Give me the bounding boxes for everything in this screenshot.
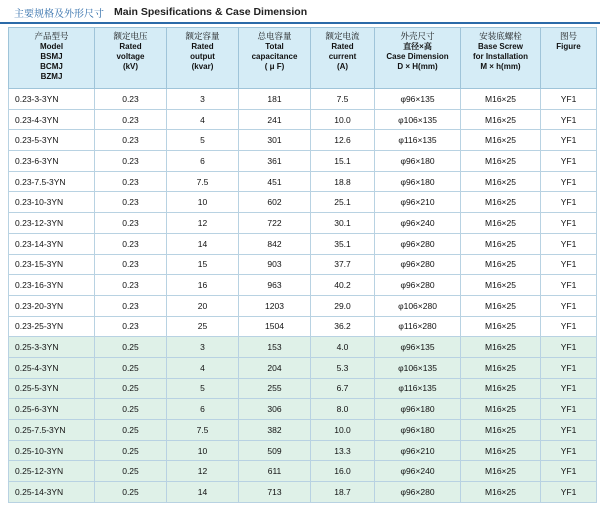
cell-total-capacitance: 611: [239, 461, 311, 482]
column-header-line: output: [190, 52, 215, 61]
cell-total-capacitance: 842: [239, 233, 311, 254]
cell-figure: YF1: [541, 461, 597, 482]
cell-case-dimension: φ116×135: [375, 130, 461, 151]
cell-figure: YF1: [541, 482, 597, 503]
cell-total-capacitance: 153: [239, 337, 311, 358]
cell-rated-voltage: 0.23: [95, 89, 167, 110]
cell-case-dimension: φ106×135: [375, 109, 461, 130]
cell-rated-current: 15.1: [311, 151, 375, 172]
cell-total-capacitance: 509: [239, 440, 311, 461]
cell-rated-output: 10: [167, 440, 239, 461]
cell-rated-voltage: 0.23: [95, 130, 167, 151]
column-header-line: M × h(mm): [480, 62, 521, 71]
cell-model: 0.23-6-3YN: [9, 151, 95, 172]
cell-rated-current: 8.0: [311, 399, 375, 420]
specifications-table: [8, 27, 597, 503]
cell-base-screw: M16×25: [461, 440, 541, 461]
cell-rated-current: 6.7: [311, 378, 375, 399]
cell-total-capacitance: 1203: [239, 295, 311, 316]
column-header-line: Rated: [119, 42, 142, 51]
column-header-cn: 安装底螺栓: [479, 32, 522, 42]
column-header-cn: 图号: [559, 32, 577, 42]
cell-rated-voltage: 0.23: [95, 109, 167, 130]
cell-figure: YF1: [541, 295, 597, 316]
table-row: [9, 440, 597, 461]
column-header-cn: 产品型号: [34, 32, 69, 42]
cell-rated-current: 36.2: [311, 316, 375, 337]
cell-rated-output: 14: [167, 233, 239, 254]
column-header-cn: 外壳尺寸: [400, 32, 435, 42]
column-header-cn: 总电容量: [257, 32, 292, 42]
cell-rated-voltage: 0.23: [95, 171, 167, 192]
column-header-cn: 额定容量: [185, 32, 220, 42]
column-header-line: Rated: [191, 42, 214, 51]
column-header-line: capacitance: [251, 52, 298, 61]
cell-figure: YF1: [541, 254, 597, 275]
cell-rated-current: 30.1: [311, 213, 375, 234]
cell-figure: YF1: [541, 399, 597, 420]
cell-rated-current: 18.7: [311, 482, 375, 503]
cell-rated-voltage: 0.25: [95, 337, 167, 358]
cell-model: 0.23-15-3YN: [9, 254, 95, 275]
table-row: [9, 192, 597, 213]
cell-rated-output: 3: [167, 337, 239, 358]
cell-base-screw: M16×25: [461, 254, 541, 275]
table-row: [9, 357, 597, 378]
cell-figure: YF1: [541, 378, 597, 399]
cell-rated-voltage: 0.25: [95, 420, 167, 441]
cell-case-dimension: φ96×135: [375, 337, 461, 358]
cell-figure: YF1: [541, 440, 597, 461]
table-row: [9, 89, 597, 110]
cell-base-screw: M16×25: [461, 233, 541, 254]
column-header-line: Base Screw: [478, 42, 523, 51]
column-header-rated-voltage: [95, 28, 167, 89]
cell-figure: YF1: [541, 109, 597, 130]
column-header-line: (kV): [122, 62, 139, 71]
cell-total-capacitance: 382: [239, 420, 311, 441]
cell-rated-output: 12: [167, 461, 239, 482]
column-header-line: D × H(mm): [397, 62, 438, 71]
cell-base-screw: M16×25: [461, 130, 541, 151]
cell-base-screw: M16×25: [461, 357, 541, 378]
cell-model: 0.23-12-3YN: [9, 213, 95, 234]
cell-case-dimension: φ96×280: [375, 254, 461, 275]
table-row: [9, 420, 597, 441]
cell-rated-current: 16.0: [311, 461, 375, 482]
column-header-model: [9, 28, 95, 89]
cell-base-screw: M16×25: [461, 151, 541, 172]
cell-figure: YF1: [541, 171, 597, 192]
cell-base-screw: M16×25: [461, 337, 541, 358]
column-header-base-screw: [461, 28, 541, 89]
cell-total-capacitance: 241: [239, 109, 311, 130]
cell-case-dimension: φ96×180: [375, 399, 461, 420]
cell-rated-voltage: 0.23: [95, 316, 167, 337]
cell-figure: YF1: [541, 213, 597, 234]
cell-rated-output: 7.5: [167, 171, 239, 192]
cell-case-dimension: φ96×135: [375, 89, 461, 110]
cell-figure: YF1: [541, 233, 597, 254]
column-header-figure: [541, 28, 597, 89]
title-divider: [0, 22, 600, 24]
page-title-cn: 主要规格及外形尺寸: [14, 8, 104, 20]
cell-figure: YF1: [541, 130, 597, 151]
cell-model: 0.25-4-3YN: [9, 357, 95, 378]
cell-case-dimension: φ96×280: [375, 275, 461, 296]
column-header-line: voltage: [116, 52, 145, 61]
cell-total-capacitance: 255: [239, 378, 311, 399]
cell-rated-current: 10.0: [311, 109, 375, 130]
cell-total-capacitance: 963: [239, 275, 311, 296]
column-header-rated-current: [311, 28, 375, 89]
cell-total-capacitance: 722: [239, 213, 311, 234]
cell-model: 0.23-25-3YN: [9, 316, 95, 337]
cell-base-screw: M16×25: [461, 171, 541, 192]
cell-total-capacitance: 204: [239, 357, 311, 378]
cell-rated-output: 20: [167, 295, 239, 316]
table-row: [9, 295, 597, 316]
cell-base-screw: M16×25: [461, 213, 541, 234]
column-header-cn: 额定电流: [325, 32, 360, 42]
column-header-line: BCMJ: [40, 62, 63, 71]
cell-rated-current: 35.1: [311, 233, 375, 254]
cell-case-dimension: φ116×135: [375, 378, 461, 399]
cell-base-screw: M16×25: [461, 399, 541, 420]
cell-figure: YF1: [541, 89, 597, 110]
table-row: [9, 378, 597, 399]
cell-base-screw: M16×25: [461, 420, 541, 441]
column-header-line: current: [328, 52, 357, 61]
cell-rated-voltage: 0.23: [95, 151, 167, 172]
table-row: [9, 233, 597, 254]
column-header-total-capacitance: [239, 28, 311, 89]
table-row: [9, 337, 597, 358]
column-header-line: BZMJ: [40, 72, 63, 81]
cell-rated-output: 7.5: [167, 420, 239, 441]
column-header-line: BSMJ: [40, 52, 63, 61]
cell-case-dimension: φ96×210: [375, 440, 461, 461]
cell-total-capacitance: 713: [239, 482, 311, 503]
column-header-line: ( μ F): [264, 62, 285, 71]
cell-rated-output: 12: [167, 213, 239, 234]
cell-case-dimension: φ116×280: [375, 316, 461, 337]
cell-total-capacitance: 1504: [239, 316, 311, 337]
cell-rated-current: 25.1: [311, 192, 375, 213]
cell-rated-output: 5: [167, 378, 239, 399]
column-header-line: Model: [39, 42, 64, 51]
cell-rated-output: 4: [167, 357, 239, 378]
column-header-line: Case Dimension: [386, 52, 449, 61]
cell-base-screw: M16×25: [461, 192, 541, 213]
cell-case-dimension: φ96×240: [375, 461, 461, 482]
cell-total-capacitance: 451: [239, 171, 311, 192]
cell-model: 0.23-5-3YN: [9, 130, 95, 151]
cell-rated-current: 18.8: [311, 171, 375, 192]
cell-model: 0.25-3-3YN: [9, 337, 95, 358]
cell-model: 0.23-14-3YN: [9, 233, 95, 254]
cell-base-screw: M16×25: [461, 89, 541, 110]
column-header-line: Figure: [556, 42, 581, 51]
column-header-line: (A): [336, 62, 349, 71]
cell-model: 0.25-6-3YN: [9, 399, 95, 420]
column-header-line: Rated: [331, 42, 354, 51]
cell-rated-current: 12.6: [311, 130, 375, 151]
column-header-line: 直径×高: [403, 42, 432, 51]
cell-rated-current: 7.5: [311, 89, 375, 110]
page-title-en: Main Spesifications & Case Dimension: [114, 6, 308, 18]
column-header-case-dimension: [375, 28, 461, 89]
table-row: [9, 109, 597, 130]
cell-case-dimension: φ106×280: [375, 295, 461, 316]
cell-case-dimension: φ106×135: [375, 357, 461, 378]
cell-model: 0.23-16-3YN: [9, 275, 95, 296]
cell-model: 0.23-4-3YN: [9, 109, 95, 130]
column-header-rated-output: [167, 28, 239, 89]
cell-case-dimension: φ96×180: [375, 420, 461, 441]
cell-rated-output: 5: [167, 130, 239, 151]
column-header-line: Total: [265, 42, 284, 51]
cell-rated-voltage: 0.25: [95, 440, 167, 461]
cell-rated-voltage: 0.23: [95, 213, 167, 234]
cell-rated-output: 25: [167, 316, 239, 337]
cell-base-screw: M16×25: [461, 316, 541, 337]
cell-rated-output: 14: [167, 482, 239, 503]
cell-base-screw: M16×25: [461, 482, 541, 503]
column-header-cn: 额定电压: [113, 32, 148, 42]
cell-case-dimension: φ96×280: [375, 482, 461, 503]
cell-rated-current: 4.0: [311, 337, 375, 358]
cell-rated-output: 10: [167, 192, 239, 213]
cell-base-screw: M16×25: [461, 109, 541, 130]
table-header-row: [9, 28, 597, 89]
cell-total-capacitance: 301: [239, 130, 311, 151]
cell-model: 0.23-3-3YN: [9, 89, 95, 110]
table-row: [9, 275, 597, 296]
cell-base-screw: M16×25: [461, 275, 541, 296]
page-header: [0, 0, 600, 24]
cell-model: 0.25-14-3YN: [9, 482, 95, 503]
cell-model: 0.25-12-3YN: [9, 461, 95, 482]
column-header-line: (kvar): [191, 62, 214, 71]
cell-rated-voltage: 0.23: [95, 192, 167, 213]
table-row: [9, 399, 597, 420]
cell-total-capacitance: 903: [239, 254, 311, 275]
table-row: [9, 461, 597, 482]
cell-rated-voltage: 0.25: [95, 399, 167, 420]
cell-rated-voltage: 0.25: [95, 357, 167, 378]
cell-figure: YF1: [541, 357, 597, 378]
cell-base-screw: M16×25: [461, 295, 541, 316]
cell-rated-output: 4: [167, 109, 239, 130]
cell-base-screw: M16×25: [461, 378, 541, 399]
cell-figure: YF1: [541, 151, 597, 172]
table-body: [9, 89, 597, 503]
cell-case-dimension: φ96×180: [375, 171, 461, 192]
cell-rated-output: 15: [167, 254, 239, 275]
cell-rated-current: 29.0: [311, 295, 375, 316]
cell-model: 0.23-7.5-3YN: [9, 171, 95, 192]
cell-rated-current: 13.3: [311, 440, 375, 461]
cell-rated-output: 16: [167, 275, 239, 296]
cell-rated-voltage: 0.25: [95, 461, 167, 482]
cell-rated-current: 10.0: [311, 420, 375, 441]
cell-rated-voltage: 0.25: [95, 378, 167, 399]
cell-rated-output: 6: [167, 151, 239, 172]
cell-rated-output: 6: [167, 399, 239, 420]
cell-model: 0.25-7.5-3YN: [9, 420, 95, 441]
cell-model: 0.23-10-3YN: [9, 192, 95, 213]
cell-model: 0.23-20-3YN: [9, 295, 95, 316]
cell-rated-voltage: 0.23: [95, 254, 167, 275]
table-row: [9, 482, 597, 503]
cell-rated-voltage: 0.23: [95, 233, 167, 254]
cell-rated-current: 40.2: [311, 275, 375, 296]
cell-rated-current: 5.3: [311, 357, 375, 378]
cell-model: 0.25-5-3YN: [9, 378, 95, 399]
cell-figure: YF1: [541, 420, 597, 441]
cell-case-dimension: φ96×180: [375, 151, 461, 172]
cell-total-capacitance: 306: [239, 399, 311, 420]
table-row: [9, 151, 597, 172]
cell-figure: YF1: [541, 192, 597, 213]
cell-figure: YF1: [541, 275, 597, 296]
table-row: [9, 130, 597, 151]
cell-base-screw: M16×25: [461, 461, 541, 482]
cell-total-capacitance: 361: [239, 151, 311, 172]
cell-model: 0.25-10-3YN: [9, 440, 95, 461]
cell-rated-current: 37.7: [311, 254, 375, 275]
cell-figure: YF1: [541, 316, 597, 337]
cell-rated-output: 3: [167, 89, 239, 110]
cell-case-dimension: φ96×280: [375, 233, 461, 254]
cell-total-capacitance: 602: [239, 192, 311, 213]
table-row: [9, 254, 597, 275]
cell-figure: YF1: [541, 337, 597, 358]
column-header-line: for Installation: [472, 52, 529, 61]
table-row: [9, 316, 597, 337]
cell-rated-voltage: 0.23: [95, 295, 167, 316]
cell-rated-voltage: 0.23: [95, 275, 167, 296]
table-row: [9, 171, 597, 192]
cell-total-capacitance: 181: [239, 89, 311, 110]
table-row: [9, 213, 597, 234]
cell-rated-voltage: 0.25: [95, 482, 167, 503]
cell-case-dimension: φ96×240: [375, 213, 461, 234]
cell-case-dimension: φ96×210: [375, 192, 461, 213]
